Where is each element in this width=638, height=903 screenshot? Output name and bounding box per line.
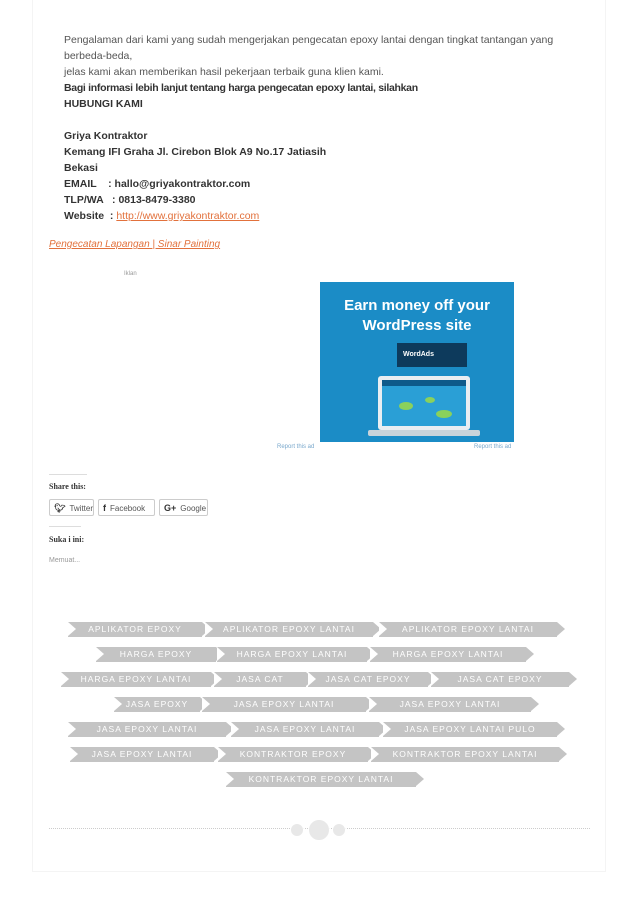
share-google-label: Google <box>180 504 207 513</box>
intro-line-2: jelas kami akan memberikan hasil pekerjaan terbaik guna klien kami. <box>64 66 384 78</box>
tag-link[interactable]: APLIKATOR EPOXY <box>68 622 202 637</box>
report-ad-link-2[interactable]: Report this ad <box>474 444 512 450</box>
tag-link[interactable]: KONTRAKTOR EPOXY <box>218 747 368 762</box>
intro-paragraph <box>64 32 594 96</box>
website-line <box>64 208 326 224</box>
website-label: Website : <box>64 210 117 222</box>
share-heading: Share this: <box>49 482 86 491</box>
tag-link[interactable]: JASA EPOXY <box>114 697 200 712</box>
tag-link[interactable]: JASA EPOXY LANTAI <box>369 697 531 712</box>
share-facebook-button[interactable] <box>98 499 155 516</box>
tag-link[interactable]: HARGA EPOXY LANTAI <box>370 647 526 662</box>
tag-link[interactable]: APLIKATOR EPOXY LANTAI <box>379 622 557 637</box>
ad-headline <box>320 296 514 336</box>
tag-link[interactable]: HARGA EPOXY LANTAI <box>61 672 211 687</box>
tag-link[interactable]: JASA EPOXY LANTAI <box>202 697 366 712</box>
tag-link[interactable]: JASA CAT <box>214 672 306 687</box>
share-twitter-label: Twitter <box>69 504 93 513</box>
address-line-2: Bekasi <box>64 162 98 174</box>
tag-link[interactable]: HARGA EPOXY LANTAI <box>217 647 367 662</box>
wordads-badge: WordAds <box>397 343 467 367</box>
twitter-icon: 🐦︎ <box>54 503 66 513</box>
contact-heading: HUBUNGI KAMI <box>64 98 143 110</box>
facebook-icon: f <box>103 503 106 513</box>
laptop-illustration <box>364 372 484 438</box>
wordads-banner[interactable] <box>320 282 514 442</box>
contact-block <box>64 96 326 224</box>
tag-link[interactable]: JASA EPOXY LANTAI <box>70 747 214 762</box>
tag-link[interactable]: KONTRAKTOR EPOXY LANTAI <box>371 747 559 762</box>
tag-link[interactable]: JASA EPOXY LANTAI PULO <box>383 722 557 737</box>
tag-link[interactable]: HARGA EPOXY <box>96 647 216 662</box>
tag-link[interactable]: JASA CAT EPOXY <box>308 672 428 687</box>
address-line-1: Kemang IFI Graha Jl. Cirebon Blok A9 No.17 Jatiasih <box>64 146 327 158</box>
intro-line-1: Pengalaman dari kami yang sudah mengerjakan pengecatan epoxy lantai dengan tingkat tantangan yang berbeda-beda, <box>64 34 554 62</box>
share-facebook-label: Facebook <box>110 504 146 513</box>
intro-line-3: Bagi informasi lebih lanjut tentang harga pengecatan epoxy lantai, silahkan <box>64 82 418 94</box>
share-google-button[interactable] <box>159 499 208 516</box>
tag-link[interactable]: APLIKATOR EPOXY LANTAI <box>205 622 373 637</box>
phone-line: TLP/WA : 0813-8479-3380 <box>64 194 196 206</box>
tag-link[interactable]: JASA CAT EPOXY <box>431 672 569 687</box>
likes-loading: Memuat... <box>49 557 81 564</box>
website-link[interactable]: http://www.griyakontraktor.com <box>116 210 260 222</box>
divider <box>49 474 87 475</box>
likes-heading: Suka i ini: <box>49 535 85 544</box>
share-twitter-button[interactable] <box>49 499 94 516</box>
email-line: EMAIL : hallo@griyakontraktor.com <box>64 178 251 190</box>
company-name: Griya Kontraktor <box>64 130 148 142</box>
divider <box>49 526 81 527</box>
tag-link[interactable]: KONTRAKTOR EPOXY LANTAI <box>226 772 416 787</box>
ad-label: Iklan <box>124 271 137 277</box>
post-link[interactable]: Pengecatan Lapangan | Sinar Painting <box>49 239 221 250</box>
tag-link[interactable]: JASA EPOXY LANTAI <box>68 722 226 737</box>
google-plus-icon: G+ <box>164 503 177 513</box>
report-ad-link-1[interactable]: Report this ad <box>277 444 315 450</box>
ad-headline-2: WordPress site <box>362 317 472 334</box>
ad-headline-1: Earn money off your <box>344 297 490 314</box>
footer-ornament <box>290 819 346 839</box>
tag-link[interactable]: JASA EPOXY LANTAI <box>231 722 379 737</box>
